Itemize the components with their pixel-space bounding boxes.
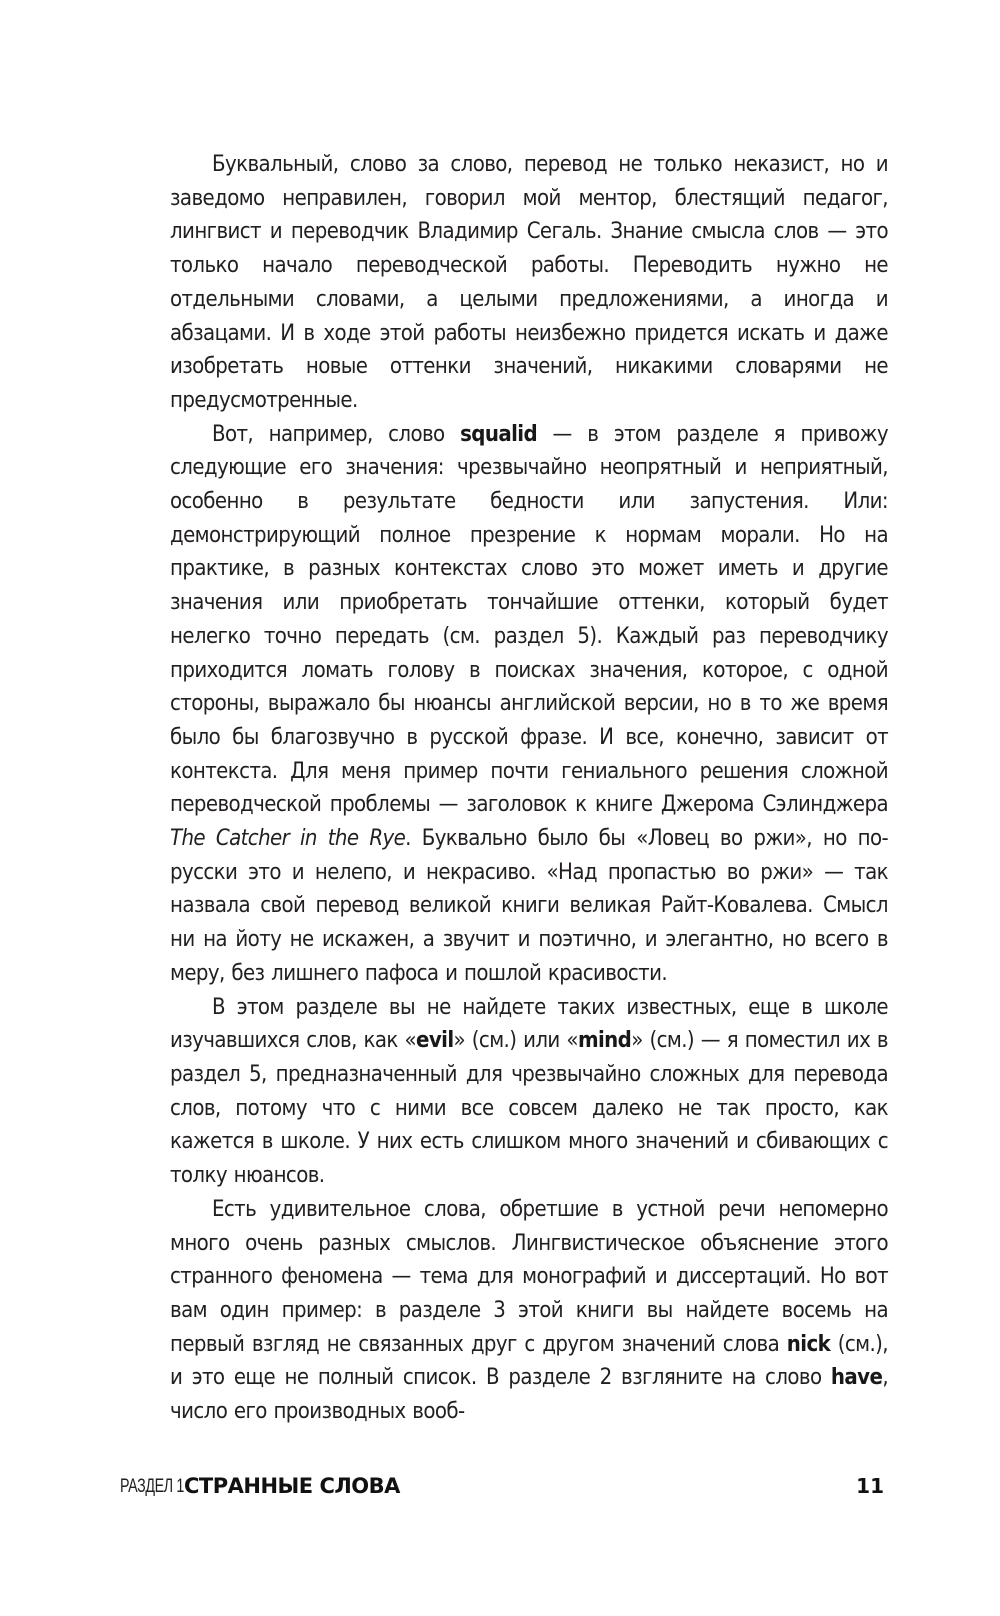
paragraph	[170, 148, 888, 418]
paragraph	[170, 991, 888, 1193]
text-run: В этом разделе вы не найдете таких известных, еще в школе изучавшихся слов, как «	[170, 994, 888, 1054]
text-run: » (см.) — я поместил их в раздел 5, предназначенный для чрезвычайно сложных для перевода слов, потому что с ними все совсем далеко не так просто, как кажется в школе. У них есть слишком много значений и сбивающих с толку нюансов.	[170, 1028, 888, 1189]
headword: squalid	[460, 421, 538, 447]
page-body	[170, 148, 888, 1429]
footer-section-title: СТРАННЫЕ СЛОВА	[184, 1474, 400, 1498]
text-run: . Буквально было бы «Ловец во ржи», но по-русски это и нелепо, и некрасиво. «Над пропастью во ржи» — так назвала свой перевод великой книги великая Райт-Ковалева. Смысл ни на йоту не искажен, а звучит и поэтично, и элегантно, но всего в меру, без лишнего пафоса и пошлой красивости.	[170, 826, 888, 986]
text-run: Буквальный, слово за слово, перевод не только неказист, но и заведомо неправилен, говорил мой ментор, блестящий педагог, лингвист и переводчик Владимир Сегаль. Знание смысла слов — это только начало переводческой работы. Переводить нужно не отдельными словами, а целыми предложениями, а иногда и абзацами. И в ходе этой работы неизбежно придется искать и даже изобретать новые оттенки значений, никакими словарями не предусмотренные.	[170, 152, 888, 413]
headword: mind	[577, 1028, 632, 1054]
headword: evil	[416, 1028, 454, 1054]
page-number: 11	[856, 1474, 884, 1498]
headword: have	[830, 1365, 883, 1391]
headword: nick	[786, 1331, 831, 1357]
text-run: Есть удивительное слова, обретшие в устной речи непомерно много очень разных смыслов. Лингвистическое объяснение этого странного феномена — тема для монографий и диссертаций. Но вот вам один пример: в разделе 3 этой книги вы найдете восемь на первый взгляд не связанных друг с другом значений слова	[170, 1196, 888, 1357]
paragraph	[170, 418, 888, 991]
footer-section-label: РАЗДЕЛ 1	[120, 1476, 184, 1497]
running-footer	[120, 1474, 890, 1508]
text-run: , число его производных вооб-	[170, 1365, 888, 1425]
text-run: Вот, например, слово	[212, 421, 461, 447]
text-run: (см.), и это еще не полный список. В разделе 2 взгляните на слово	[170, 1331, 888, 1391]
paragraph	[170, 1193, 888, 1429]
text-run: » (см.) или «	[453, 1028, 578, 1054]
book-title: The Catcher in the Rye	[170, 826, 406, 852]
text-run: — в этом разделе я привожу следующие его значения: чрезвычайно неопрятный и неприятный, особенно в результате бедности или запустения. Или: демонстрирующий полное презрение к нормам морали. Но на практике, в разных контекстах слово это может иметь и другие значения или приобретать тончайшие оттенки, который будет нелегко точно передать (см. раздел 5). Каждый раз переводчику приходится ломать голову в поисках значения, которое, с одной стороны, выражало бы нюансы английской версии, но в то же время было бы благозвучно в русской фразе. И все, конечно, зависит от контекста. Для меня пример почти гениального решения сложной переводческой проблемы — заголовок к книге Джерома Сэлинджера	[170, 421, 888, 818]
